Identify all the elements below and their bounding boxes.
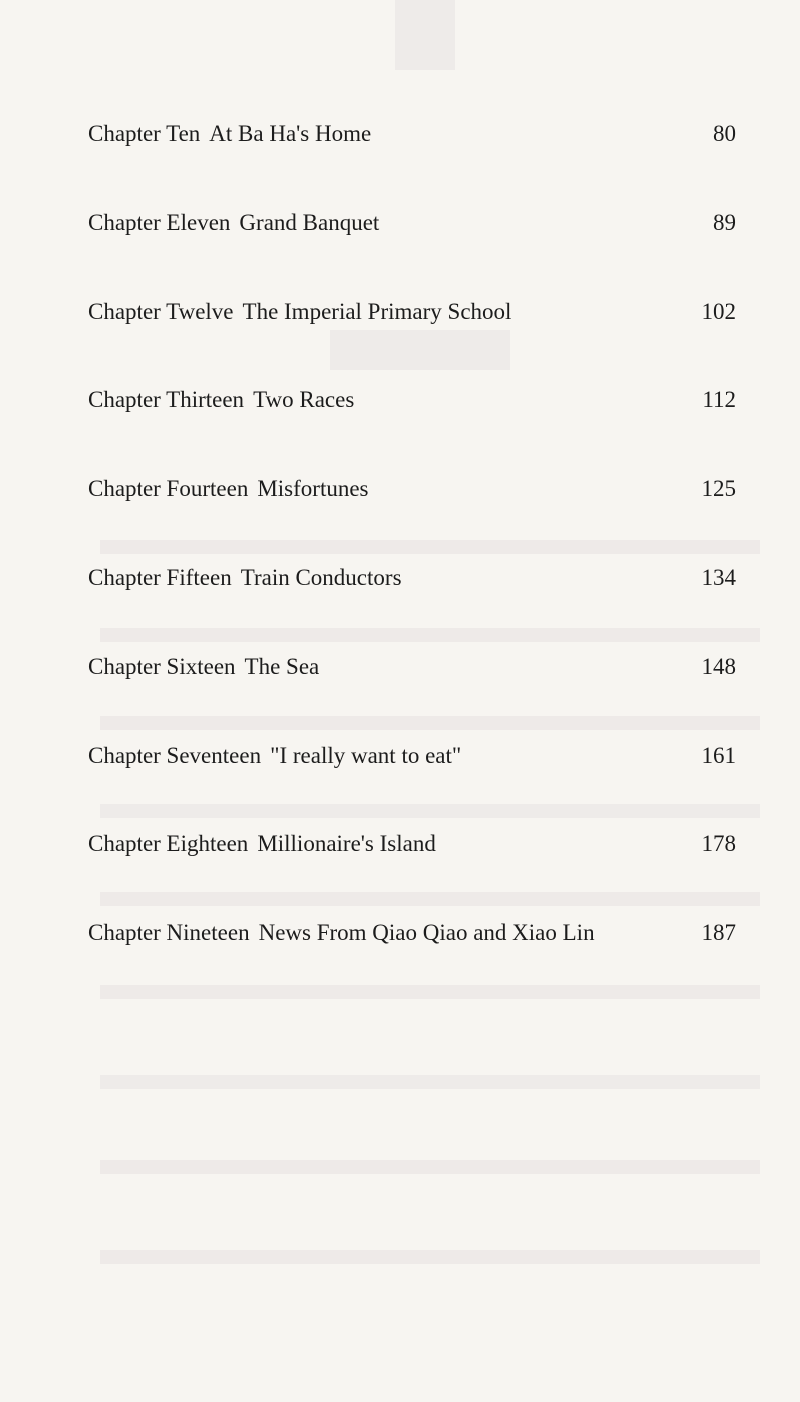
- chapter-title: The Imperial Primary School: [242, 298, 512, 324]
- page-number: 80: [713, 121, 736, 146]
- chapter-number: Chapter Fifteen: [88, 564, 232, 590]
- page-number: 178: [701, 831, 736, 857]
- page-number: 89: [713, 209, 736, 235]
- page-number: 112: [702, 387, 736, 413]
- page-number: 161: [701, 742, 736, 768]
- toc-entry[interactable]: [88, 558, 736, 647]
- dot-leader: [356, 437, 698, 461]
- chapter-title: Train Conductors: [240, 564, 402, 590]
- page-number: 187: [701, 920, 736, 946]
- dot-leader: [597, 970, 698, 994]
- chapter-number: Chapter Eighteen: [88, 831, 249, 857]
- toc-entry[interactable]: [88, 647, 736, 736]
- chapter-number: Chapter Seventeen: [88, 742, 262, 768]
- toc-entry[interactable]: [88, 292, 736, 381]
- dot-leader: [438, 881, 698, 905]
- dot-leader: [463, 792, 697, 816]
- toc-entry[interactable]: [88, 736, 736, 825]
- table-of-contents: [88, 114, 736, 1002]
- toc-entry[interactable]: [88, 114, 736, 203]
- chapter-title: News From Qiao Qiao and Xiao Lin: [258, 920, 595, 946]
- chapter-title: "I really want to eat": [270, 742, 462, 768]
- chapter-number: Chapter Twelve: [88, 298, 234, 324]
- chapter-title: Grand Banquet: [239, 209, 380, 235]
- dot-leader: [373, 171, 709, 195]
- dot-leader: [513, 348, 697, 372]
- chapter-number: Chapter Thirteen: [88, 387, 245, 413]
- dot-leader: [371, 526, 698, 550]
- toc-entry[interactable]: [88, 469, 736, 558]
- toc-entry[interactable]: [88, 913, 736, 1002]
- dot-leader: [404, 615, 698, 639]
- chapter-number: Chapter Sixteen: [88, 653, 236, 679]
- chapter-number: Chapter Ten: [88, 121, 201, 146]
- page-number: 125: [701, 476, 736, 502]
- page-number: 148: [701, 653, 736, 679]
- dot-leader: [381, 260, 709, 284]
- chapter-number: Chapter Nineteen: [88, 920, 250, 946]
- page-number: 134: [701, 564, 736, 590]
- toc-entry[interactable]: [88, 203, 736, 292]
- chapter-title: The Sea: [244, 653, 320, 679]
- page-number: 102: [701, 298, 736, 324]
- chapter-number: Chapter Fourteen: [88, 476, 249, 502]
- toc-entry[interactable]: [88, 824, 736, 913]
- chapter-number: Chapter Eleven: [88, 209, 231, 235]
- chapter-title: Millionaire's Island: [257, 831, 436, 857]
- chapter-title: Misfortunes: [257, 476, 369, 502]
- chapter-title: Two Races: [253, 387, 355, 413]
- dot-leader: [321, 704, 697, 728]
- chapter-title: At Ba Ha's Home: [209, 121, 372, 146]
- toc-entry[interactable]: [88, 380, 736, 469]
